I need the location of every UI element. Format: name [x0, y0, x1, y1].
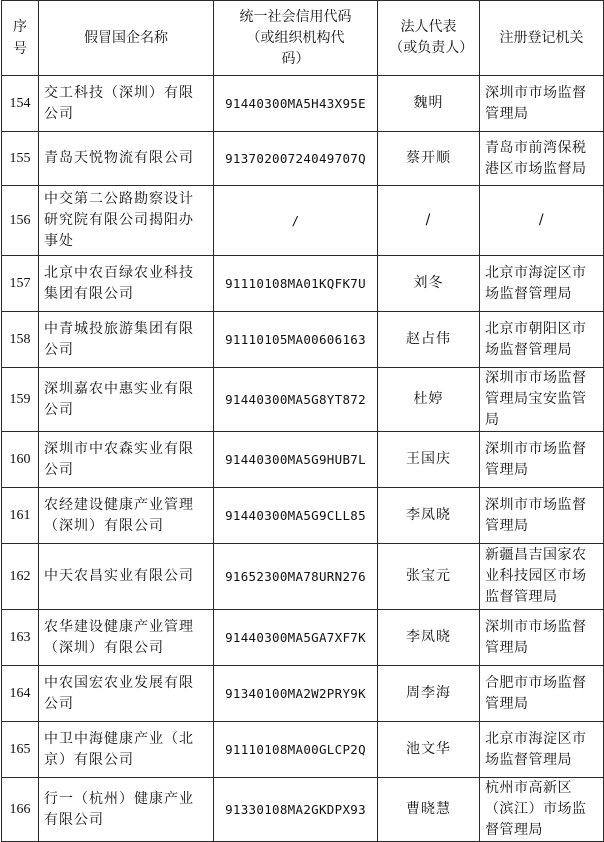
company-name-line: 行一（杭州）健康产业	[44, 790, 194, 807]
registration-authority-line: 场监督管理局	[485, 751, 572, 768]
company-name-line: 公司	[44, 401, 74, 418]
table-row	[2, 76, 604, 132]
registration-authority	[480, 666, 604, 722]
company-name-line: 中天农昌实业有限公司	[44, 568, 194, 584]
legal-representative: 李凤晓	[378, 488, 480, 544]
table-row	[2, 778, 604, 842]
registration-authority	[480, 544, 604, 610]
company-name-line: 深圳嘉农中惠实业有限	[44, 380, 194, 397]
company-name-line: 中卫中海健康产业（北	[44, 730, 194, 747]
legal-representative: /	[378, 186, 480, 256]
credit-code: 91440300MA5G9HUB7L	[214, 432, 378, 488]
company-name-line: 公司	[44, 461, 74, 478]
row-index: 156	[2, 186, 39, 256]
header-index	[2, 1, 39, 76]
table-row	[2, 368, 604, 432]
credit-code: 91440300MA5GA7XF7K	[214, 610, 378, 666]
counterfeit-soe-table	[1, 0, 604, 842]
company-name-line: 公司	[44, 341, 74, 358]
table-header-row	[2, 1, 604, 76]
registration-authority	[480, 488, 604, 544]
registration-authority	[480, 610, 604, 666]
company-name-line: 深圳市中农森实业有限	[44, 440, 194, 457]
registration-authority-line: 杭州市高新区	[485, 780, 572, 796]
legal-representative: 周李海	[378, 666, 480, 722]
registration-authority-line: 北京市海淀区市	[485, 730, 587, 747]
row-index: 160	[2, 432, 39, 488]
legal-representative: 魏明	[378, 76, 480, 132]
legal-representative: 王国庆	[378, 432, 480, 488]
company-name-line: 公司	[44, 695, 74, 712]
company-name-line: 京）有限公司	[44, 751, 134, 768]
registration-authority-line: 深圳市市场监督	[485, 440, 587, 457]
registration-authority-line: 深圳市市场监督	[485, 84, 587, 101]
company-name-line: 中青城投旅游集团有限	[44, 320, 194, 337]
credit-code: 91110108MA01KQFK7U	[214, 256, 378, 312]
legal-representative: 李凤晓	[378, 610, 480, 666]
table-row	[2, 132, 604, 186]
credit-code: 91110108MA00GLCP2Q	[214, 722, 378, 778]
header-code	[214, 1, 378, 76]
registration-authority-line: 新疆昌吉国家农	[485, 547, 587, 563]
company-name-line: 集团有限公司	[44, 285, 134, 302]
legal-representative: 曹晓慧	[378, 778, 480, 842]
registration-authority-line: 局	[485, 412, 500, 428]
registration-authority	[480, 432, 604, 488]
registration-authority	[480, 722, 604, 778]
registration-authority-line: 场监督管理局	[485, 285, 572, 302]
row-index: 154	[2, 76, 39, 132]
company-name	[39, 488, 214, 544]
credit-code: 91330108MA2GKDPX93	[214, 778, 378, 842]
registration-authority	[480, 778, 604, 842]
header-rep	[378, 1, 480, 76]
registration-authority-line: 督管理局	[485, 822, 543, 838]
header-agency-label: 注册登记机关	[499, 29, 584, 46]
table-row	[2, 722, 604, 778]
company-name-line: 中农国宏农业发展有限	[44, 674, 194, 691]
company-name	[39, 778, 214, 842]
registration-authority-line: 深圳市市场监督	[485, 370, 587, 386]
registration-authority-line: 管理局	[485, 639, 529, 656]
registration-authority-line: 青岛市前湾保税	[485, 139, 587, 156]
registration-authority-line: 深圳市市场监督	[485, 618, 587, 635]
legal-representative: 赵占伟	[378, 312, 480, 368]
company-name	[39, 368, 214, 432]
registration-authority	[480, 256, 604, 312]
registration-authority-line: 管理局宝安监管	[485, 391, 587, 407]
legal-representative: 蔡开顺	[378, 132, 480, 186]
row-index: 157	[2, 256, 39, 312]
row-index: 165	[2, 722, 39, 778]
registration-authority-line: 港区市场监督局	[485, 160, 587, 177]
registration-authority-line: 管理局	[485, 517, 529, 534]
legal-representative: 杜婷	[378, 368, 480, 432]
company-name-line: 交工科技（深圳）有限	[44, 84, 194, 101]
header-index-label: 序号	[13, 19, 27, 57]
company-name	[39, 312, 214, 368]
company-name	[39, 256, 214, 312]
company-name-line: 北京中农百绿农业科技	[44, 264, 194, 281]
company-name-line: 中交第二公路勘察设计	[44, 191, 194, 207]
table-row	[2, 312, 604, 368]
registration-authority-line: 业科技园区市场	[485, 568, 587, 584]
company-name-line: 青岛天悦物流有限公司	[44, 150, 194, 166]
registration-authority	[480, 132, 604, 186]
table-row	[2, 186, 604, 256]
registration-authority	[480, 312, 604, 368]
table-row	[2, 666, 604, 722]
header-agency	[480, 1, 604, 76]
company-name	[39, 132, 214, 186]
table-row	[2, 256, 604, 312]
credit-code: 91370200724049707Q	[214, 132, 378, 186]
table-body	[2, 76, 604, 842]
company-name-line: 研究院有限公司揭阳办	[44, 212, 194, 228]
company-name	[39, 432, 214, 488]
credit-code: 91652300MA78URN276	[214, 544, 378, 610]
company-name	[39, 186, 214, 256]
header-rep-label: 法人代表（或负责人）	[389, 19, 474, 56]
company-name	[39, 722, 214, 778]
row-index: 164	[2, 666, 39, 722]
credit-code: /	[214, 186, 378, 256]
credit-code: 91440300MA5G8YT872	[214, 368, 378, 432]
row-index: 161	[2, 488, 39, 544]
company-name-line: 公司	[44, 105, 74, 122]
row-index: 166	[2, 778, 39, 842]
header-name-label: 假冒国企名称	[84, 29, 168, 46]
registration-authority-line: 管理局	[485, 105, 529, 122]
registration-authority-line: 北京市朝阳区市	[485, 320, 587, 337]
table-row	[2, 544, 604, 610]
legal-representative: 张宝元	[378, 544, 480, 610]
credit-code: 91340100MA2W2PRY9K	[214, 666, 378, 722]
row-index: 155	[2, 132, 39, 186]
company-name-line: 事处	[44, 233, 74, 249]
legal-representative: 池文华	[378, 722, 480, 778]
registration-authority-line: 合肥市市场监督	[485, 674, 587, 691]
registration-authority-line: 管理局	[485, 695, 529, 712]
credit-code: 91110105MA00606163	[214, 312, 378, 368]
registration-authority-line: 场监督管理局	[485, 341, 572, 358]
registration-authority-line: 北京市海淀区市	[485, 264, 587, 281]
credit-code: 91440300MA5G9CLL85	[214, 488, 378, 544]
company-name	[39, 76, 214, 132]
header-code-label: 统一社会信用代码（或组织机构代码）	[239, 8, 352, 67]
table-row	[2, 432, 604, 488]
company-name-line: （深圳）有限公司	[44, 517, 164, 534]
registration-authority-line: （滨江）市场监	[485, 801, 587, 817]
registration-authority-line: 管理局	[485, 461, 529, 478]
company-name-line: 农经建设健康产业管理	[44, 496, 194, 513]
row-index: 158	[2, 312, 39, 368]
registration-authority	[480, 368, 604, 432]
legal-representative: 刘冬	[378, 256, 480, 312]
registration-authority	[480, 186, 604, 256]
header-name	[39, 1, 214, 76]
registration-authority-line: 监督管理局	[485, 589, 558, 605]
registration-authority-line: /	[538, 212, 545, 228]
company-name	[39, 610, 214, 666]
table-row	[2, 488, 604, 544]
table-row	[2, 610, 604, 666]
credit-code: 91440300MA5H43X95E	[214, 76, 378, 132]
company-name-line: 农华建设健康产业管理	[44, 618, 194, 635]
company-name-line: （深圳）有限公司	[44, 639, 164, 656]
row-index: 163	[2, 610, 39, 666]
company-name	[39, 666, 214, 722]
company-name-line: 有限公司	[44, 811, 104, 828]
registration-authority-line: 深圳市市场监督	[485, 496, 587, 513]
company-name	[39, 544, 214, 610]
registration-authority	[480, 76, 604, 132]
row-index: 162	[2, 544, 39, 610]
row-index: 159	[2, 368, 39, 432]
